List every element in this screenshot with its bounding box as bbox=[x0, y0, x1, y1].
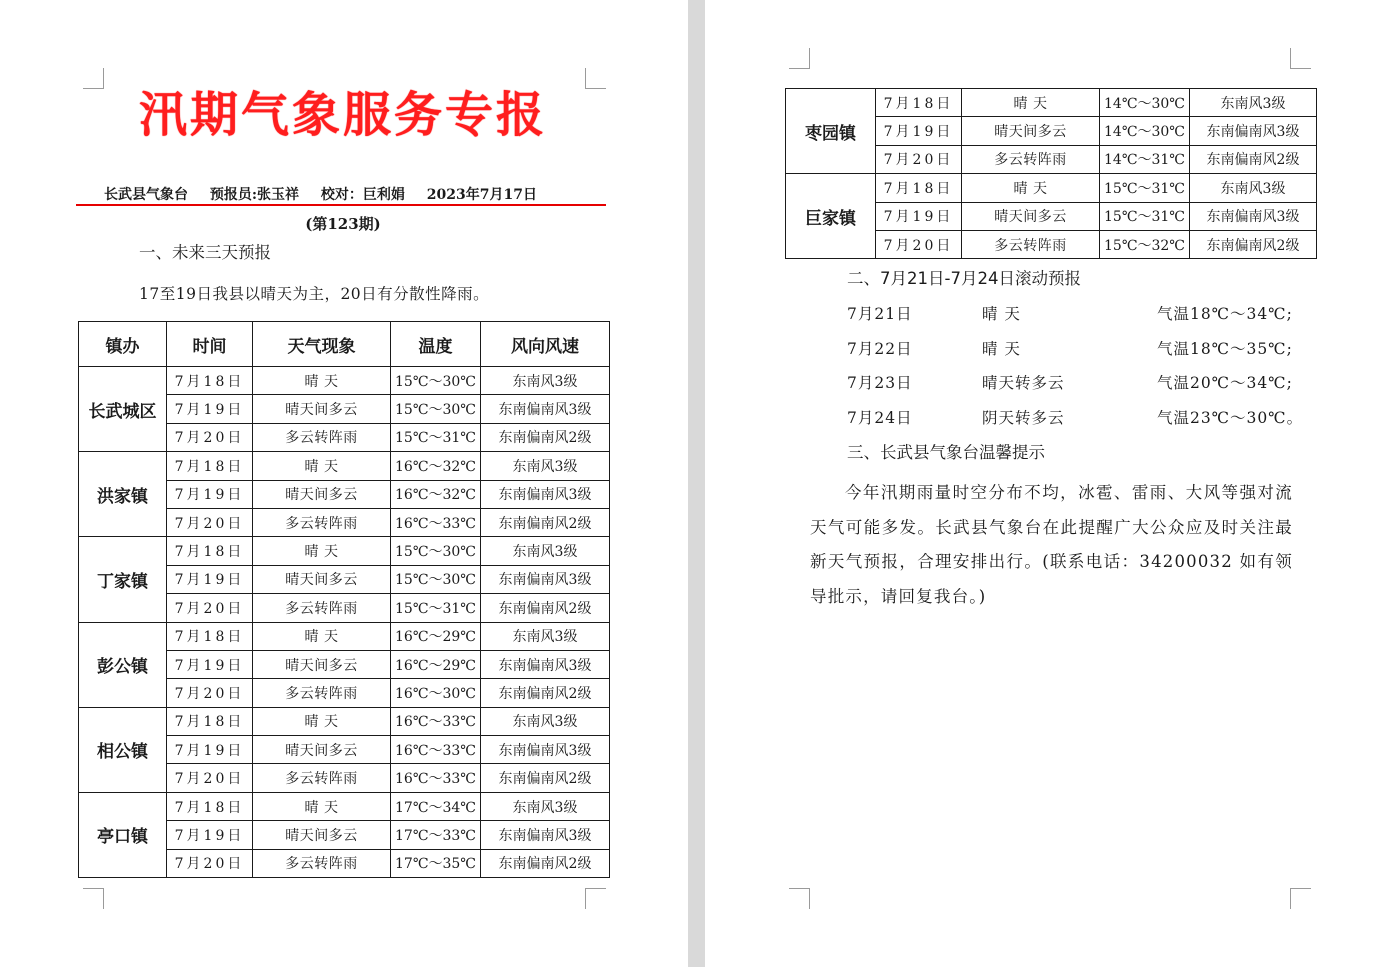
town-name: 丁家镇 bbox=[79, 537, 167, 622]
notice-paragraph bbox=[810, 476, 1293, 614]
temperature-range: 14℃～30℃ bbox=[1100, 89, 1190, 117]
rolling-weather: 晴 天 bbox=[982, 339, 1021, 358]
forecast-date: 7月18日 bbox=[167, 792, 253, 820]
crop-mark bbox=[585, 888, 606, 909]
weather-condition: 晴天间多云 bbox=[253, 480, 391, 508]
header-temp: 温度 bbox=[391, 322, 481, 367]
temperature-range: 16℃～33℃ bbox=[391, 764, 481, 792]
wind-info: 东南风3级 bbox=[1190, 89, 1317, 117]
issue-date: 2023年7月17日 bbox=[426, 187, 537, 203]
crop-mark bbox=[1290, 888, 1311, 909]
forecast-date: 7月18日 bbox=[167, 367, 253, 395]
rolling-date: 7月22日 bbox=[847, 339, 913, 358]
weather-condition: 晴 天 bbox=[962, 174, 1100, 202]
wind-info: 东南风3级 bbox=[481, 792, 610, 820]
wind-info: 东南风3级 bbox=[1190, 174, 1317, 202]
temperature-range: 14℃～30℃ bbox=[1100, 117, 1190, 145]
wind-info: 东南风3级 bbox=[481, 367, 610, 395]
rolling-date: 7月23日 bbox=[847, 374, 913, 392]
crop-mark bbox=[789, 48, 810, 69]
forecast-date: 7月19日 bbox=[167, 650, 253, 678]
wind-info: 东南偏南风3级 bbox=[481, 480, 610, 508]
issue-number: (第123期) bbox=[305, 215, 381, 233]
temperature-range: 15℃～30℃ bbox=[391, 395, 481, 423]
weather-condition: 晴天间多云 bbox=[253, 395, 391, 423]
table-row bbox=[79, 452, 610, 480]
forecast-table-page1 bbox=[78, 321, 610, 878]
table-row bbox=[79, 367, 610, 395]
forecast-date: 7月20日 bbox=[167, 423, 253, 451]
forecast-date: 7月20日 bbox=[876, 230, 962, 258]
bulletin-title: 汛期气象服务专报 bbox=[138, 87, 547, 143]
proofreader: 校对：巨利娟 bbox=[320, 187, 405, 203]
wind-info: 东南偏南风3级 bbox=[1190, 202, 1317, 230]
rolling-temp: 气温18℃～34℃; bbox=[1157, 305, 1293, 323]
temperature-range: 15℃～31℃ bbox=[391, 594, 481, 622]
weather-condition: 多云转阵雨 bbox=[253, 423, 391, 451]
section3-heading: 三、长武县气象台温馨提示 bbox=[847, 443, 1045, 462]
wind-info: 东南偏南风2级 bbox=[1190, 145, 1317, 173]
weather-condition: 多云转阵雨 bbox=[962, 145, 1100, 173]
temperature-range: 15℃～30℃ bbox=[391, 537, 481, 565]
wind-info: 东南偏南风3级 bbox=[481, 821, 610, 849]
forecast-date: 7月20日 bbox=[167, 594, 253, 622]
weather-condition: 晴 天 bbox=[253, 537, 391, 565]
table-header-row bbox=[79, 322, 610, 367]
temperature-range: 17℃～34℃ bbox=[391, 792, 481, 820]
forecast-date: 7月18日 bbox=[167, 537, 253, 565]
table-row bbox=[79, 537, 610, 565]
wind-info: 东南风3级 bbox=[481, 537, 610, 565]
wind-info: 东南偏南风2级 bbox=[481, 764, 610, 792]
rolling-date: 7月21日 bbox=[847, 305, 913, 323]
wind-info: 东南风3级 bbox=[481, 707, 610, 735]
wind-info: 东南偏南风2级 bbox=[481, 594, 610, 622]
temperature-range: 15℃～32℃ bbox=[1100, 230, 1190, 258]
forecast-date: 7月18日 bbox=[167, 622, 253, 650]
weather-condition: 多云转阵雨 bbox=[962, 230, 1100, 258]
weather-condition: 晴天间多云 bbox=[253, 821, 391, 849]
town-name: 枣园镇 bbox=[786, 89, 876, 174]
wind-info: 东南偏南风3级 bbox=[1190, 117, 1317, 145]
forecast-date: 7月19日 bbox=[167, 565, 253, 593]
rolling-temp: 气温23℃～30℃。 bbox=[1157, 408, 1304, 427]
forecast-date: 7月20日 bbox=[167, 764, 253, 792]
town-name: 巨家镇 bbox=[786, 174, 876, 259]
weather-condition: 晴 天 bbox=[253, 452, 391, 480]
header-time: 时间 bbox=[167, 322, 253, 367]
temperature-range: 15℃～31℃ bbox=[1100, 202, 1190, 230]
rolling-weather: 阴天转多云 bbox=[982, 408, 1065, 427]
forecast-date: 7月19日 bbox=[167, 480, 253, 508]
rolling-weather: 晴 天 bbox=[982, 305, 1021, 323]
temperature-range: 16℃～32℃ bbox=[391, 452, 481, 480]
table-row bbox=[786, 174, 1317, 202]
header-weather: 天气现象 bbox=[253, 322, 391, 367]
weather-condition: 多云转阵雨 bbox=[253, 849, 391, 877]
temperature-range: 17℃～35℃ bbox=[391, 849, 481, 877]
wind-info: 东南偏南风2级 bbox=[1190, 230, 1317, 258]
forecast-date: 7月18日 bbox=[167, 707, 253, 735]
weather-condition: 晴天间多云 bbox=[253, 565, 391, 593]
town-name: 亭口镇 bbox=[79, 792, 167, 877]
temperature-range: 15℃～31℃ bbox=[1100, 174, 1190, 202]
forecast-date: 7月19日 bbox=[167, 395, 253, 423]
byline bbox=[104, 184, 624, 206]
table-row bbox=[79, 707, 610, 735]
town-name: 洪家镇 bbox=[79, 452, 167, 537]
crop-mark bbox=[789, 888, 810, 909]
weather-condition: 多云转阵雨 bbox=[253, 508, 391, 536]
section1-summary: 17至19日我县以晴天为主，20日有分散性降雨。 bbox=[139, 285, 490, 303]
page-gutter bbox=[688, 0, 705, 967]
rolling-temp: 气温18℃～35℃; bbox=[1157, 339, 1293, 358]
weather-condition: 多云转阵雨 bbox=[253, 764, 391, 792]
section1-heading: 一、未来三天预报 bbox=[139, 243, 271, 262]
forecaster: 预报员:张玉祥 bbox=[209, 187, 300, 203]
wind-info: 东南偏南风2级 bbox=[481, 508, 610, 536]
crop-mark bbox=[83, 888, 104, 909]
temperature-range: 16℃～30℃ bbox=[391, 679, 481, 707]
temperature-range: 16℃～29℃ bbox=[391, 622, 481, 650]
forecast-table-page2 bbox=[785, 88, 1317, 259]
town-name: 长武城区 bbox=[79, 367, 167, 452]
wind-info: 东南偏南风3级 bbox=[481, 395, 610, 423]
wind-info: 东南偏南风2级 bbox=[481, 423, 610, 451]
forecast-date: 7月19日 bbox=[167, 821, 253, 849]
header-town: 镇办 bbox=[79, 322, 167, 367]
weather-condition: 晴 天 bbox=[962, 89, 1100, 117]
temperature-range: 15℃～30℃ bbox=[391, 565, 481, 593]
red-divider bbox=[76, 204, 606, 206]
forecast-date: 7月20日 bbox=[876, 145, 962, 173]
weather-condition: 晴天间多云 bbox=[253, 736, 391, 764]
rolling-date: 7月24日 bbox=[847, 408, 913, 427]
town-name: 相公镇 bbox=[79, 707, 167, 792]
forecast-date: 7月20日 bbox=[167, 679, 253, 707]
weather-condition: 多云转阵雨 bbox=[253, 679, 391, 707]
wind-info: 东南偏南风3级 bbox=[481, 565, 610, 593]
weather-condition: 晴天间多云 bbox=[962, 117, 1100, 145]
weather-condition: 多云转阵雨 bbox=[253, 594, 391, 622]
temperature-range: 14℃～31℃ bbox=[1100, 145, 1190, 173]
town-name: 彭公镇 bbox=[79, 622, 167, 707]
weather-condition: 晴 天 bbox=[253, 792, 391, 820]
wind-info: 东南偏南风3级 bbox=[481, 650, 610, 678]
forecast-date: 7月19日 bbox=[167, 736, 253, 764]
table-row bbox=[786, 89, 1317, 117]
wind-info: 东南风3级 bbox=[481, 622, 610, 650]
notice-text: 今年汛期雨量时空分布不均，冰雹、雷雨、大风等强对流天气可能多发。长武县气象台在此提醒广大公众应及时关注最新天气预报，合理安排出行。(联系电话：34200032 如有领导批示，请回复我台。) bbox=[810, 483, 1293, 606]
forecast-date: 7月18日 bbox=[876, 174, 962, 202]
forecast-date: 7月20日 bbox=[167, 849, 253, 877]
forecast-date: 7月19日 bbox=[876, 202, 962, 230]
weather-condition: 晴 天 bbox=[253, 622, 391, 650]
temperature-range: 16℃～33℃ bbox=[391, 508, 481, 536]
wind-info: 东南偏南风2级 bbox=[481, 849, 610, 877]
wind-info: 东南风3级 bbox=[481, 452, 610, 480]
rolling-weather: 晴天转多云 bbox=[982, 374, 1065, 392]
document-page-1 bbox=[0, 0, 688, 967]
temperature-range: 15℃～30℃ bbox=[391, 367, 481, 395]
forecast-date: 7月18日 bbox=[876, 89, 962, 117]
wind-info: 东南偏南风2级 bbox=[481, 679, 610, 707]
weather-condition: 晴 天 bbox=[253, 367, 391, 395]
table-row bbox=[79, 792, 610, 820]
table-row bbox=[79, 622, 610, 650]
forecast-date: 7月20日 bbox=[167, 508, 253, 536]
temperature-range: 16℃～29℃ bbox=[391, 650, 481, 678]
header-wind: 风向风速 bbox=[481, 322, 610, 367]
temperature-range: 16℃～33℃ bbox=[391, 736, 481, 764]
forecast-date: 7月19日 bbox=[876, 117, 962, 145]
issuing-org: 长武县气象台 bbox=[104, 187, 188, 203]
wind-info: 东南偏南风3级 bbox=[481, 736, 610, 764]
crop-mark bbox=[1290, 48, 1311, 69]
forecast-date: 7月18日 bbox=[167, 452, 253, 480]
temperature-range: 16℃～33℃ bbox=[391, 707, 481, 735]
section2-heading: 二、7月21日-7月24日滚动预报 bbox=[847, 269, 1081, 288]
temperature-range: 17℃～33℃ bbox=[391, 821, 481, 849]
weather-condition: 晴天间多云 bbox=[253, 650, 391, 678]
temperature-range: 16℃～32℃ bbox=[391, 480, 481, 508]
weather-condition: 晴 天 bbox=[253, 707, 391, 735]
weather-condition: 晴天间多云 bbox=[962, 202, 1100, 230]
temperature-range: 15℃～31℃ bbox=[391, 423, 481, 451]
rolling-temp: 气温20℃～34℃; bbox=[1157, 374, 1293, 392]
